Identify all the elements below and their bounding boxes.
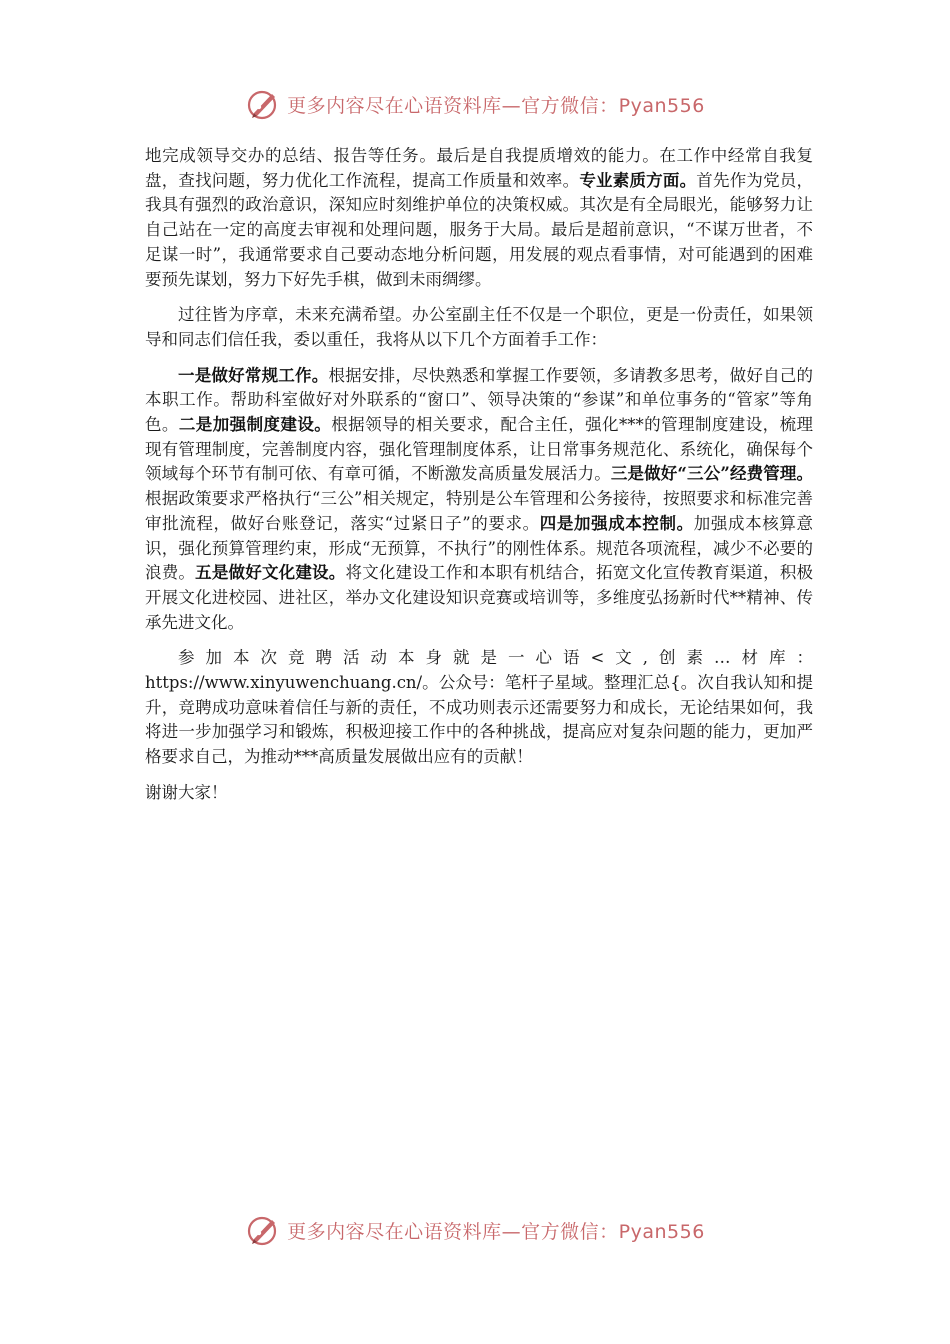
- pen-logo-icon: [245, 86, 281, 122]
- body-text: 根据政策要求严格执行“三公”相关规定，特别是公车管理和公务接待，按照要求和标准完善审批流程，做好台账登记，落实“过紧日子”的要求。: [145, 489, 813, 533]
- body-text: 根据领导的相关要求，配合主任，强化***的管理制度建设，梳理现有管理制度，完善制度内容，强化管理制度体系，让日常事务规范化、系统化，确保每个领域每个环节有制可依、有章可循，不断激发高质量发展活力。: [145, 415, 814, 484]
- bold-heading: 二是加强制度建设。: [178, 415, 332, 435]
- body-text: 加强成本核算意识，强化预算管理约束，形成“无预算，不执行”的刚性体系。规范各项流程，减少不必要的浪费。: [145, 513, 814, 583]
- pen-logo-icon: [245, 1212, 281, 1248]
- bold-heading: 三是做好“三公”经费管理。: [610, 464, 814, 484]
- watermark-text: 更多内容尽在心语资料库—官方微信：Pyan556: [287, 94, 705, 117]
- body-text: 首先作为党员，我具有强烈的政治意识，深知应时刻维护单位的决策权威。其次是有全局眼光，能够努力让自己站在一定的高度去审视和处理问题，服务于大局。最后是超前意识，“不谋万世者，不足谋一时”，我通常要求自己要动态地分析问题，用发展的观点看事情，对可能遇到的困难要预先谋划，努力下好先手棋，做到未雨绸缪。: [145, 170, 814, 289]
- footer-watermark-banner: [0, 1208, 950, 1252]
- paragraph: 过往皆为序章，未来充满希望。办公室副主任不仅是一个职位，更是一份责任，如果领导和同志们信任我，委以重任，我将从以下几个方面着手工作：: [145, 305, 813, 349]
- watermark-text: 更多内容尽在心语资料库—官方微信：Pyan556: [287, 1220, 705, 1243]
- closing-line: 谢谢大家！: [145, 782, 228, 802]
- body-text: 将文化建设工作和本职有机结合，拓宽文化宣传教育渠道，积极开展文化进校园、进社区，举办文化建设知识竞赛或培训等，多维度弘扬新时代**精神、传承先进文化。: [145, 563, 814, 632]
- paragraph: [145, 364, 813, 636]
- bold-heading: 一是做好常规工作。: [178, 365, 329, 385]
- header-watermark-banner: [0, 82, 950, 126]
- bold-heading: 五是做好文化建设。: [195, 563, 346, 583]
- body-text: 根据安排，尽快熟悉和掌握工作要领，多请教多思考，做好自己的本职工作。帮助科室做好对外联系的“窗口”、领导决策的“参谋”和单位事务的“管家”等角色。: [145, 365, 814, 435]
- document-body: [145, 144, 813, 817]
- bold-heading: 四是加强成本控制。: [539, 513, 694, 533]
- paragraph: [145, 144, 813, 292]
- bold-heading: 专业素质方面。: [579, 170, 697, 190]
- paragraph: 参加本次竞聘活动本身就是一心语<文,创素…材库：https://www.xinyuwenchuang.cn/。公众号：笔杆子星域。整理汇总{。次自我认知和提升，竞聘成功意味着信任与新的责任，不成功则表示还需要努力和成长，无论结果如何，我将进一步加强学习和锻炼，积极迎接工作中的各种挑战，提高应对复杂问题的能力，更加严格要求自己，为推动***高质量发展做出应有的贡献！: [145, 648, 813, 767]
- body-text: 地完成领导交办的总结、报告等任务。最后是自我提质增效的能力。在工作中经常自我复盘，查找问题，努力优化工作流程，提高工作质量和效率。: [145, 146, 813, 190]
